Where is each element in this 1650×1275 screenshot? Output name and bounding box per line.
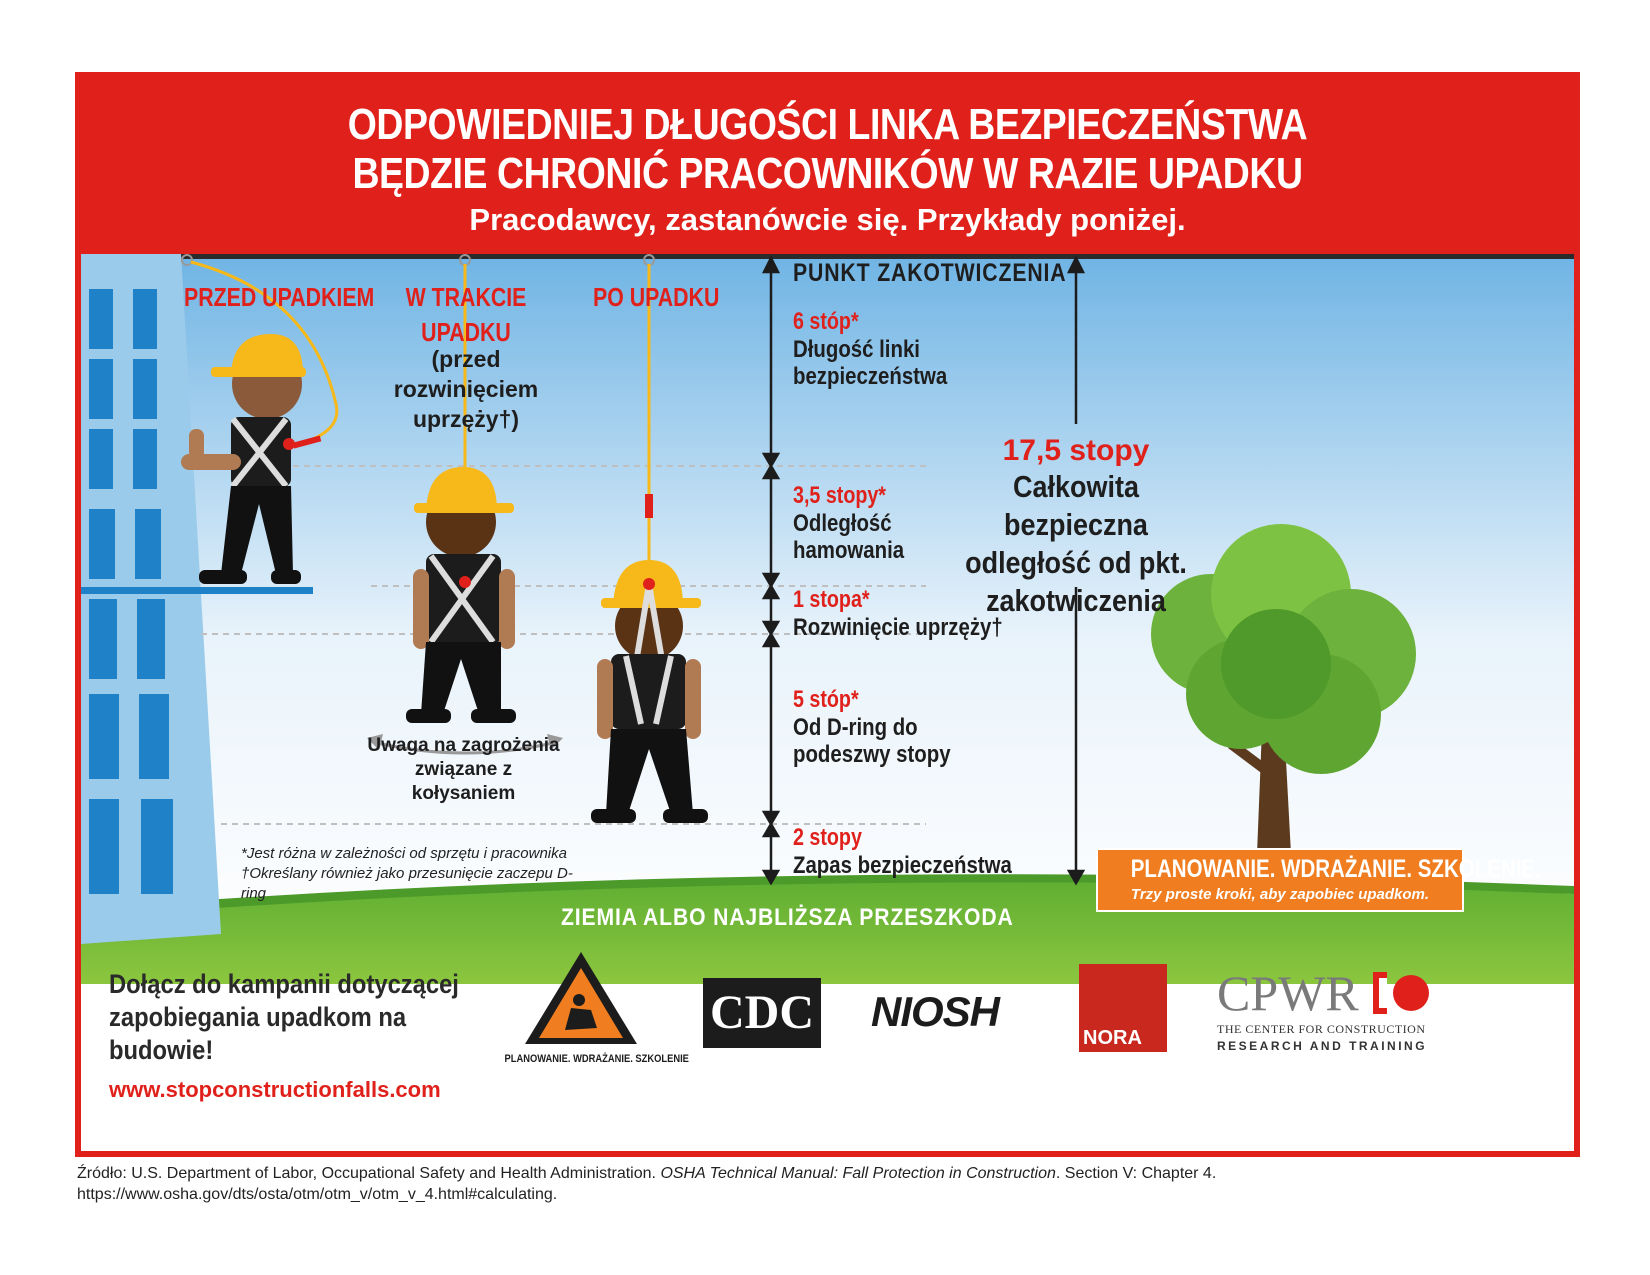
measure-clearance [793, 824, 1093, 879]
fall-scene [81, 254, 1574, 984]
label-during-line2: UPADKU [421, 317, 511, 347]
measure-desc: Od D-ring do podeszwy stopy [793, 714, 951, 768]
label-before-fall: PRZED UPADKIEM [184, 282, 375, 312]
cpwr-logo: CPWR THE CENTER FOR CONSTRUCTION RESEARCH AND TRAINING [1217, 964, 1447, 1053]
measure-dring [793, 686, 1003, 768]
total-value: 17,5 stopy [1002, 434, 1150, 467]
label-during-line1: W TRAKCIE [405, 282, 527, 312]
title-line-2: BĘDZIE CHRONIĆ PRACOWNIKÓW W RAZIE UPADKU [352, 149, 1303, 198]
campaign-text: Dołącz do kampanii dotyczącej zapobiegania upadkom na budowie! [109, 969, 459, 1065]
measure-value: 5 stóp* [793, 686, 859, 713]
label-during-sub: (przed rozwinięciem uprzęży†) [393, 346, 539, 432]
plan-box-title: PLANOWANIE. WDRAŻANIE. SZKOLENIE. [1130, 855, 1541, 883]
infographic-frame [75, 72, 1580, 1157]
ledge [81, 587, 313, 594]
measure-desc: Długość linki bezpieczeństwa [793, 336, 948, 390]
anchor-point-label: PUNKT ZAKOTWICZENIA [793, 259, 1067, 287]
campaign-url-link[interactable]: www.stopconstructionfalls.com [109, 1077, 441, 1102]
measure-desc: Odległość hamowania [793, 510, 905, 564]
title-line-1: ODPOWIEDNIEJ DŁUGOŚCI LINKA BEZPIECZEŃSTWA [347, 100, 1308, 149]
label-during-fall [381, 282, 551, 348]
swing-hazard-note: Uwaga na zagrożenia związane z kołysaniem [367, 735, 560, 804]
measure-value: 2 stopy [793, 824, 862, 851]
page-title [193, 78, 1462, 198]
measure-desc: Zapas bezpieczeństwa [793, 852, 1012, 879]
footnotes [241, 844, 591, 904]
measure-lanyard [793, 308, 1023, 390]
measure-value: 1 stopa* [793, 586, 870, 613]
stop-falls-logo [491, 948, 689, 1068]
total-distance [921, 434, 1231, 620]
campaign-block [109, 968, 529, 1103]
footnote-dagger: †Określany również jako przesunięcie zaczepu D-ring [241, 865, 573, 902]
footnote-asterisk: *Jest różna w zależności od sprzętu i pracownika [241, 845, 567, 862]
subtitle: Pracodawcy, zastanówcie się. Przykłady poniżej. [469, 202, 1186, 237]
total-desc: Całkowita bezpieczna odległość od pkt. zakotwiczenia [965, 469, 1187, 618]
ground-label: ZIEMIA ALBO NAJBLIŻSZA PRZESZKODA [561, 904, 1014, 931]
measure-value: 3,5 stopy* [793, 482, 886, 509]
measure-desc: Rozwinięcie uprzęży† [793, 614, 1003, 641]
niosh-logo: NIOSH [871, 988, 1000, 1035]
cdc-logo: CDC [703, 978, 821, 1048]
warning-triangle-icon [491, 948, 671, 1048]
header-banner [81, 78, 1574, 254]
measure-value: 6 stóp* [793, 308, 859, 335]
nora-logo: NORA [1079, 964, 1167, 1052]
plan-box-subtitle: Trzy proste kroki, aby zapobiec upadkom. [1130, 886, 1430, 903]
triangle-logo-caption: PLANOWANIE. WDRAŻANIE. SZKOLENIE [504, 1053, 689, 1065]
source-citation: Źródło: U.S. Department of Labor, Occupational Safety and Health Administration. OSHA Technical Manual: Fall Protection in Construction. Section V: Chapter 4. https://www.osha.gov/dts/osta/otm/otm_v/otm_v_4.html#calculating. [77, 1165, 1217, 1203]
cpwr-mark-icon [1369, 968, 1439, 1018]
label-after-fall: PO UPADKU [593, 282, 720, 312]
plan-box [1096, 848, 1541, 912]
